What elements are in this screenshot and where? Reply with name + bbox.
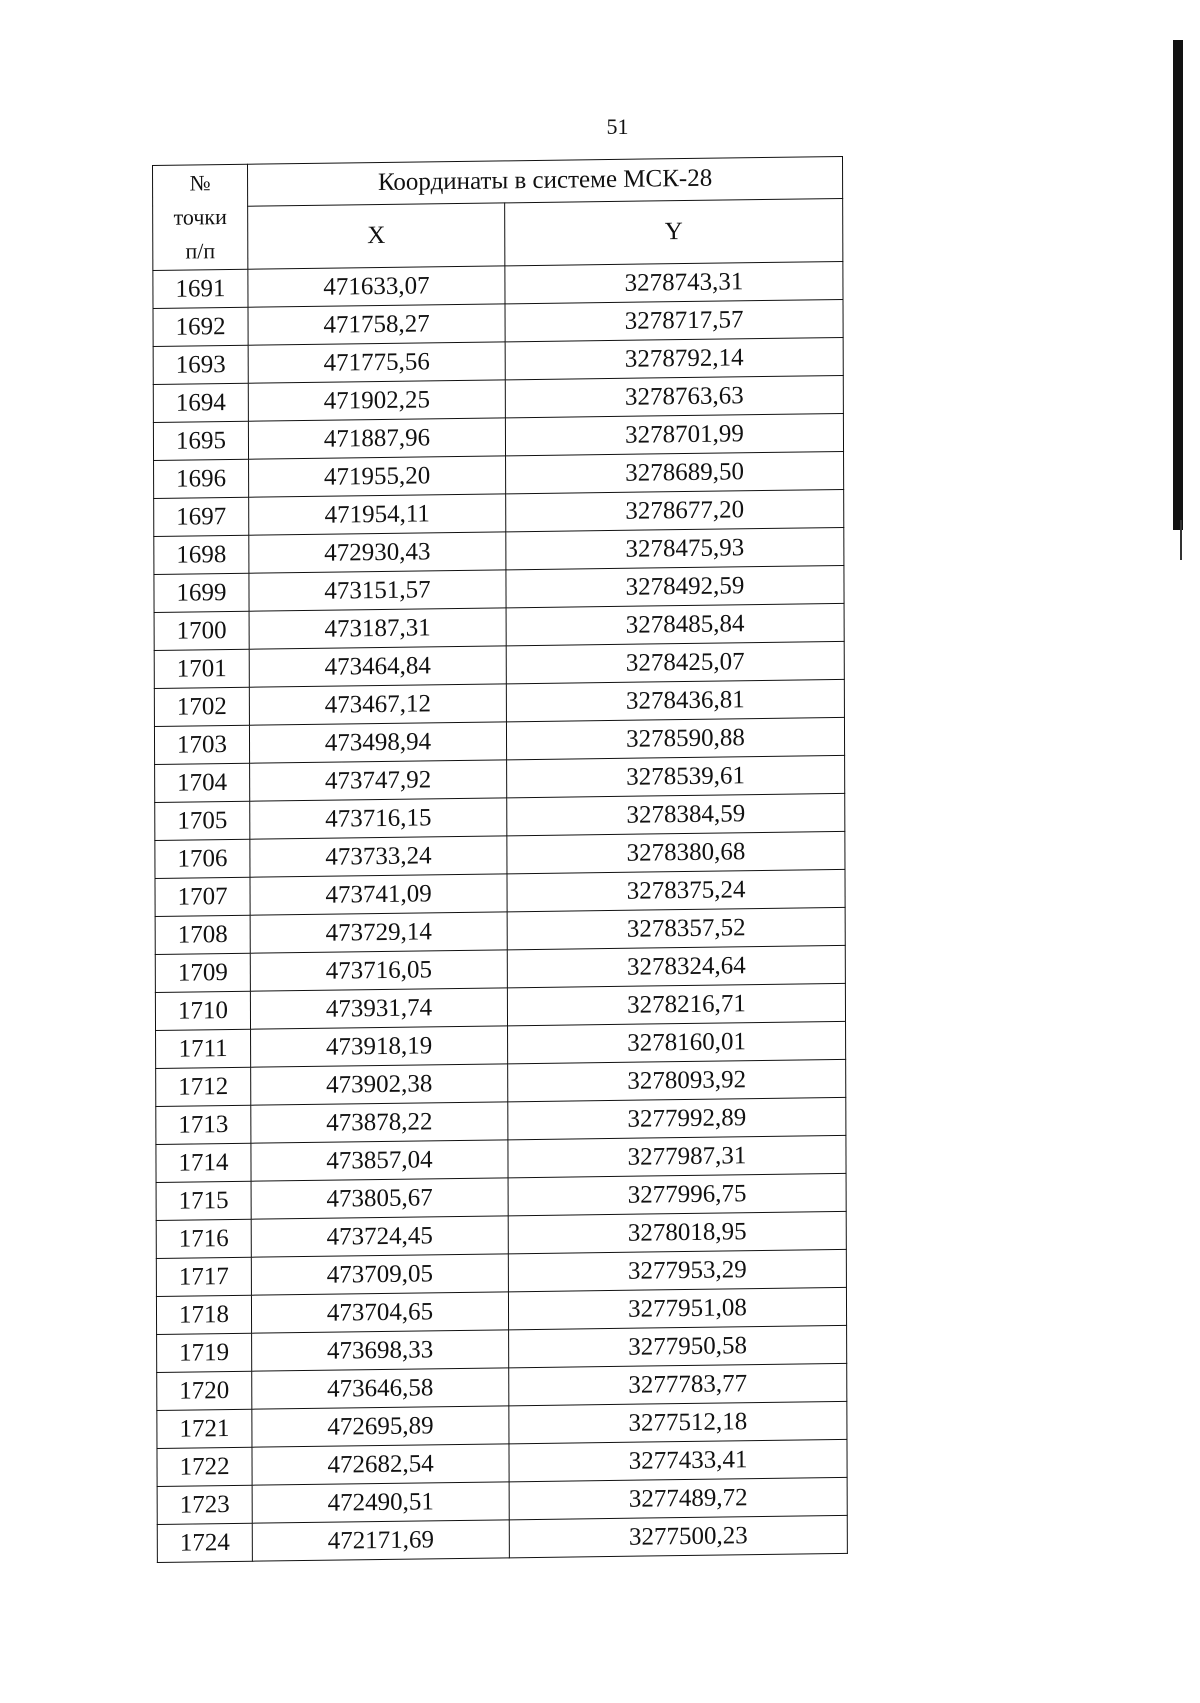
- y-coordinate-cell: 3277987,31: [508, 1135, 846, 1177]
- x-coordinate-cell: 471775,56: [248, 342, 505, 383]
- x-coordinate-cell: 472930,43: [249, 532, 506, 573]
- y-coordinate-cell: 3277433,41: [509, 1439, 847, 1481]
- y-coordinate-cell: 3277783,77: [509, 1363, 847, 1405]
- x-coordinate-cell: 472695,89: [252, 1406, 509, 1447]
- y-coordinate-cell: 3277512,18: [509, 1401, 847, 1443]
- y-coordinate-cell: 3278792,14: [505, 337, 843, 379]
- y-coordinate-cell: 3278701,99: [505, 413, 843, 455]
- coordinates-table-container: [152, 156, 847, 1563]
- x-coordinate-cell: 473857,04: [251, 1140, 508, 1181]
- point-number-cell: 1706: [155, 839, 250, 878]
- x-coordinate-cell: 473698,33: [252, 1330, 509, 1371]
- x-coordinate-cell: 473724,45: [251, 1216, 508, 1257]
- table-header: [153, 156, 843, 270]
- number-sign: №: [189, 170, 211, 196]
- x-coordinate-cell: 472682,54: [252, 1444, 509, 1485]
- y-coordinate-cell: 3278384,59: [507, 793, 845, 835]
- y-coordinate-cell: 3278425,07: [506, 641, 844, 683]
- y-coordinate-cell: 3277489,72: [509, 1477, 847, 1519]
- x-coordinate-cell: 471758,27: [248, 304, 505, 345]
- x-coordinate-cell: 471954,11: [249, 494, 506, 535]
- x-coordinate-cell: 471955,20: [249, 456, 506, 497]
- point-number-cell: 1709: [155, 953, 250, 992]
- point-number-cell: 1696: [154, 459, 249, 498]
- y-coordinate-cell: 3278590,88: [506, 717, 844, 759]
- point-number-cell: 1701: [154, 649, 249, 688]
- y-coordinate-cell: 3277992,89: [508, 1097, 846, 1139]
- point-number-cell: 1695: [153, 421, 248, 460]
- table-row: [157, 1515, 847, 1562]
- x-coordinate-cell: 473464,84: [249, 646, 506, 687]
- x-coordinate-cell: 473467,12: [249, 684, 506, 725]
- point-number-cell: 1703: [154, 725, 249, 764]
- ordinal-label: п/п: [185, 238, 216, 264]
- y-coordinate-cell: 3278160,01: [508, 1021, 846, 1063]
- coordinates-system-header: Координаты в системе МСК-28: [248, 156, 843, 206]
- x-coordinate-cell: 473733,24: [250, 836, 507, 877]
- point-number-cell: 1711: [156, 1029, 251, 1068]
- y-coordinate-cell: 3277500,23: [509, 1515, 847, 1557]
- x-coordinate-cell: 473902,38: [251, 1064, 508, 1105]
- x-coordinate-cell: 473729,14: [250, 912, 507, 953]
- y-coordinate-cell: 3278743,31: [505, 261, 843, 303]
- coordinates-table: [152, 156, 848, 1563]
- y-coordinate-cell: 3278677,20: [506, 489, 844, 531]
- point-number-cell: 1724: [157, 1523, 252, 1562]
- y-coordinate-cell: 3278018,95: [508, 1211, 846, 1253]
- point-number-cell: 1722: [157, 1447, 252, 1486]
- point-number-cell: 1704: [155, 763, 250, 802]
- x-coordinate-cell: 473187,31: [249, 608, 506, 649]
- x-coordinate-cell: 473646,58: [252, 1368, 509, 1409]
- point-number-cell: 1697: [154, 497, 249, 536]
- x-coordinate-cell: 473931,74: [250, 988, 507, 1029]
- point-label: точки: [173, 204, 227, 230]
- y-coordinate-cell: 3277951,08: [508, 1287, 846, 1329]
- x-coordinate-cell: 473747,92: [250, 760, 507, 801]
- point-number-header: [153, 164, 248, 270]
- point-number-cell: 1694: [153, 383, 248, 422]
- point-number-cell: 1712: [156, 1067, 251, 1106]
- y-coordinate-cell: 3278689,50: [506, 451, 844, 493]
- point-number-cell: 1705: [155, 801, 250, 840]
- y-coordinate-cell: 3278763,63: [505, 375, 843, 417]
- x-coordinate-cell: 473151,57: [249, 570, 506, 611]
- scan-edge-mark-thin: [1180, 520, 1182, 560]
- table-body: [153, 261, 848, 1562]
- x-coordinate-cell: 471902,25: [248, 380, 505, 421]
- point-number-cell: 1715: [156, 1181, 251, 1220]
- point-number-cell: 1714: [156, 1143, 251, 1182]
- point-number-cell: 1693: [153, 345, 248, 384]
- x-coordinate-cell: 471887,96: [248, 418, 505, 459]
- point-number-cell: 1692: [153, 307, 248, 346]
- x-coordinate-cell: 473878,22: [251, 1102, 508, 1143]
- point-number-cell: 1716: [156, 1219, 251, 1258]
- y-coordinate-cell: 3278375,24: [507, 869, 845, 911]
- point-number-cell: 1710: [155, 991, 250, 1030]
- x-coordinate-cell: 473498,94: [249, 722, 506, 763]
- point-number-cell: 1700: [154, 611, 249, 650]
- point-number-cell: 1699: [154, 573, 249, 612]
- y-coordinate-cell: 3278093,92: [508, 1059, 846, 1101]
- x-coordinate-cell: 472490,51: [252, 1482, 509, 1523]
- y-coordinate-cell: 3278436,81: [506, 679, 844, 721]
- point-number-cell: 1717: [156, 1257, 251, 1296]
- y-coordinate-cell: 3278492,59: [506, 565, 844, 607]
- point-number-cell: 1718: [156, 1295, 251, 1334]
- x-column-header: X: [248, 203, 505, 270]
- x-coordinate-cell: 473741,09: [250, 874, 507, 915]
- point-number-cell: 1708: [155, 915, 250, 954]
- x-coordinate-cell: 471633,07: [248, 266, 505, 307]
- point-number-cell: 1707: [155, 877, 250, 916]
- x-coordinate-cell: 473704,65: [251, 1292, 508, 1333]
- point-number-cell: 1691: [153, 269, 248, 308]
- x-coordinate-cell: 473805,67: [251, 1178, 508, 1219]
- y-coordinate-cell: 3277950,58: [509, 1325, 847, 1367]
- x-coordinate-cell: 473716,05: [250, 950, 507, 991]
- page-number: 51: [606, 114, 629, 139]
- point-number-cell: 1721: [157, 1409, 252, 1448]
- point-number-cell: 1702: [154, 687, 249, 726]
- point-number-cell: 1720: [157, 1371, 252, 1410]
- point-number-cell: 1723: [157, 1485, 252, 1524]
- y-coordinate-cell: 3278485,84: [506, 603, 844, 645]
- x-coordinate-cell: 473709,05: [251, 1254, 508, 1295]
- x-coordinate-cell: 473918,19: [251, 1026, 508, 1067]
- y-coordinate-cell: 3278357,52: [507, 907, 845, 949]
- point-number-cell: 1719: [157, 1333, 252, 1372]
- y-coordinate-cell: 3278539,61: [507, 755, 845, 797]
- point-number-cell: 1698: [154, 535, 249, 574]
- y-coordinate-cell: 3278380,68: [507, 831, 845, 873]
- y-coordinate-cell: 3278475,93: [506, 527, 844, 569]
- x-coordinate-cell: 472171,69: [252, 1520, 509, 1561]
- x-coordinate-cell: 473716,15: [250, 798, 507, 839]
- y-column-header: Y: [505, 198, 843, 266]
- y-coordinate-cell: 3277996,75: [508, 1173, 846, 1215]
- y-coordinate-cell: 3278216,71: [507, 983, 845, 1025]
- y-coordinate-cell: 3277953,29: [508, 1249, 846, 1291]
- point-number-cell: 1713: [156, 1105, 251, 1144]
- y-coordinate-cell: 3278324,64: [507, 945, 845, 987]
- y-coordinate-cell: 3278717,57: [505, 299, 843, 341]
